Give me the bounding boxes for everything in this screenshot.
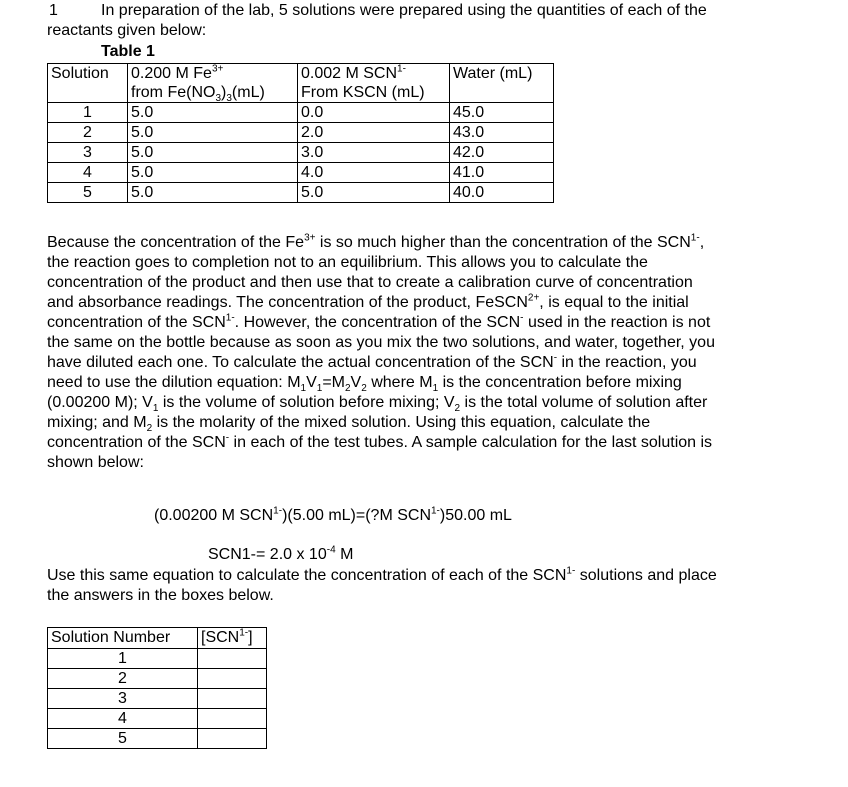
- cell-scn: 5.0: [298, 183, 450, 203]
- answer-solution: 1: [48, 649, 198, 669]
- header-fe: 0.200 M $Fe^{3+}$ from $Fe(NO_3)_3(mL)$: [128, 64, 298, 103]
- cell-water: 40.0: [450, 183, 554, 203]
- answer-solution: 2: [48, 669, 198, 689]
- table1-caption: Table 1: [101, 43, 155, 60]
- answer-solution: 5: [48, 729, 198, 749]
- question-number: 1: [49, 2, 58, 19]
- table-row: [48, 143, 554, 163]
- table-row: [48, 689, 267, 709]
- cell-water: 43.0: [450, 123, 554, 143]
- cell-fe: 5.0: [128, 103, 298, 123]
- cell-scn: 3.0: [298, 143, 450, 163]
- table-row: [48, 163, 554, 183]
- header-solution-number: Solution Number: [48, 628, 198, 649]
- table-row: [48, 669, 267, 689]
- cell-fe: 5.0: [128, 183, 298, 203]
- table-header-row: [48, 64, 554, 103]
- answer-box[interactable]: [198, 669, 267, 689]
- cell-solution: 5: [48, 183, 128, 203]
- header-scn-concentration: $[SCN^{1-}]$: [198, 628, 267, 649]
- sample-result: SCN1-= 2.0 x $10^{-4}$ M: [208, 544, 354, 563]
- cell-solution: 1: [48, 103, 128, 123]
- cell-solution: 4: [48, 163, 128, 183]
- header-solution: Solution: [48, 64, 128, 103]
- answer-box[interactable]: [198, 689, 267, 709]
- cell-scn: 2.0: [298, 123, 450, 143]
- table-row: [48, 709, 267, 729]
- table-row: [48, 123, 554, 143]
- cell-solution: 2: [48, 123, 128, 143]
- intro-line-2: reactants given below:: [47, 22, 207, 39]
- answer-solution: 3: [48, 689, 198, 709]
- cell-fe: 5.0: [128, 123, 298, 143]
- table-row: [48, 729, 267, 749]
- header-water: Water (mL): [450, 64, 554, 103]
- answer-box[interactable]: [198, 709, 267, 729]
- answer-solution: 4: [48, 709, 198, 729]
- table-row: [48, 103, 554, 123]
- cell-water: 41.0: [450, 163, 554, 183]
- sample-calculation: (0.00200 M $SCN^{1-})(5.00$ mL)=(?M $SCN^{1-})50.00$ mL: [154, 505, 512, 524]
- cell-scn: 0.0: [298, 103, 450, 123]
- cell-fe: 5.0: [128, 163, 298, 183]
- intro-line-1: In preparation of the lab, 5 solutions were prepared using the quantities of each of the: [101, 2, 707, 19]
- explanation-paragraph: Because the concentration of the $Fe^{3+}$ is so much higher than the concentration of the $SCN^{1-}$, the reaction goes to completion not to an equilibrium. This allows you to calculate the concentration of the product and then use that to create a calibration curve of concentration and absorbance readings. The concentration of the product, FeSCN$^{2+}$, is equal to the initial concentration of the $SCN^{1-}$. However, the concentration of the SCN- used in the reaction is not the same on the bottle because as soon as you mix the two solutions, and water, together, you have diluted each one. To calculate the actual concentration of the SCN- in the reaction, you need to use the dilution equation: $M_1V_1=M_2V_2$ where $M_1$ is the concentration before mixing (0.00200 M); $V_1$ is the volume of solution before mixing; $V_2$ is the total volume of solution after mixing; and $M_2$ is the molarity of the mixed solution. Using this equation, calculate the concentration of the SCN- in each of the test tubes. A sample calculation for the last solution is shown below:: [47, 232, 715, 471]
- header-scn: 0.002 M $SCN^{1-}$ From KSCN (mL): [298, 64, 450, 103]
- answer-box[interactable]: [198, 729, 267, 749]
- cell-fe: 5.0: [128, 143, 298, 163]
- cell-solution: 3: [48, 143, 128, 163]
- answer-box[interactable]: [198, 649, 267, 669]
- cell-water: 42.0: [450, 143, 554, 163]
- cell-water: 45.0: [450, 103, 554, 123]
- table-row: [48, 649, 267, 669]
- reactants-table: [47, 63, 554, 203]
- table-row: [48, 183, 554, 203]
- cell-scn: 4.0: [298, 163, 450, 183]
- instruction: Use this same equation to calculate the concentration of each of the $SCN^{1-}$ solutions and place the answers in the boxes below.: [47, 565, 717, 604]
- answer-header-row: [48, 628, 267, 649]
- answer-table: [47, 627, 267, 749]
